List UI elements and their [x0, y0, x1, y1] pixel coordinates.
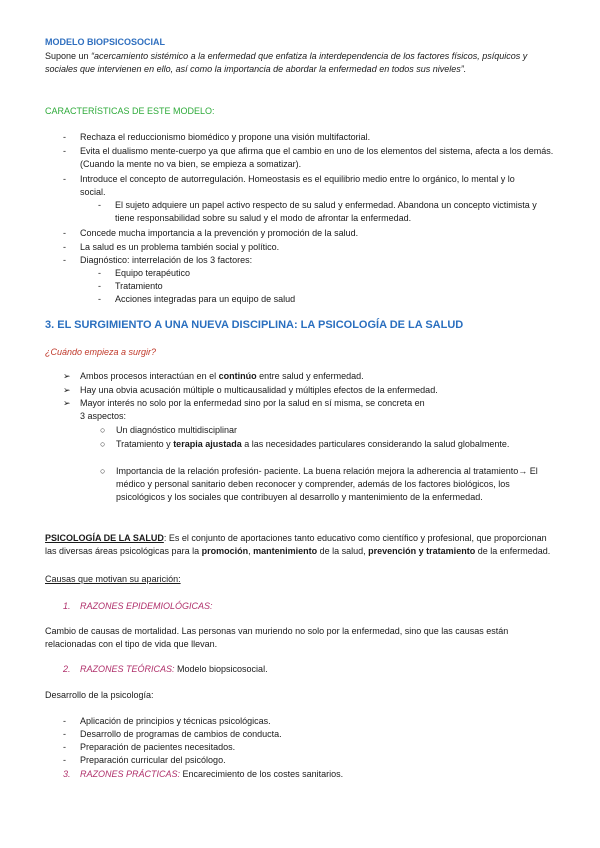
list-item: Importancia de la relación profesión- paciente. La buena relación mejora la adherencia al tratamiento→ El médico y personal sanitario deben reconocer y comprender, además de los factores biológicos, los psicológicos y los sociales que contribuyen al desarrollo y mantenimiento de la enfermedad.	[116, 466, 538, 502]
bold-term: promoción	[201, 546, 249, 556]
bullet-marker: -	[63, 228, 66, 238]
bullet-marker: -	[98, 294, 101, 304]
bullet-marker: -	[98, 268, 101, 278]
bold-term: continúo	[218, 371, 257, 381]
causes-label: Causas que motivan su aparición:	[45, 574, 181, 584]
list-item: Un diagnóstico multidisciplinar	[116, 425, 238, 435]
list-item: Hay una obvia acusación múltiple o multicausalidad y múltiples efectos de la enfermedad.	[80, 385, 438, 395]
intro-quote: “acercamiento sistémico a la enfermedad que enfatiza la interdependencia de los factores físicos, psíquicos y sociales que intervienen en ello, así como la importancia de abordar la enfermedad en todos sus niveles”.	[45, 51, 528, 74]
list-item: El sujeto adquiere un papel activo respecto de su salud y enfermedad. Abandona un concepto victimista y tiene responsabilidad sobre su salud y el modo de afrontar la enfermedad.	[115, 200, 537, 223]
list-item: Introduce el concepto de autorregulación. Homeostasis es el equilibrio medio entre lo orgánico, lo mental y lo social.	[80, 174, 515, 197]
list-item: Desarrollo de programas de cambios de conducta.	[80, 729, 282, 739]
bullet-marker: -	[98, 281, 101, 291]
reason-1-number: 1.	[63, 601, 71, 611]
list-item	[80, 370, 364, 383]
bold-term: mantenimiento	[253, 546, 318, 556]
list-item: Equipo terapéutico	[115, 268, 191, 278]
definition-term: PSICOLOGÍA DE LA SALUD	[45, 533, 164, 543]
circle-bullet-icon: ○	[100, 439, 106, 449]
development-label: Desarrollo de la psicología:	[45, 690, 154, 700]
list-item: Rechaza el reduccionismo biomédico y propone una visión multifactorial.	[80, 132, 371, 142]
intro-paragraph	[45, 50, 560, 76]
arrow-bullet-icon: ➢	[63, 371, 71, 381]
text-run: entre salud y enfermedad.	[256, 371, 364, 381]
bold-term: prevención y tratamiento	[368, 546, 476, 556]
reason-2-number: 2.	[63, 664, 71, 674]
list-item: Preparación de pacientes necesitados.	[80, 742, 236, 752]
section-title-biopsychosocial: MODELO BIOPSICOSOCIAL	[45, 37, 166, 47]
reason-3-label: RAZONES PRÁCTICAS:	[80, 769, 181, 779]
bullet-marker: -	[63, 242, 66, 252]
bullet-marker: -	[63, 742, 66, 752]
reason-3-number: 3.	[63, 769, 71, 779]
bullet-marker: -	[63, 729, 66, 739]
bullet-marker: -	[63, 255, 66, 265]
reason-2-label: RAZONES TEÓRICAS:	[80, 664, 175, 674]
characteristics-label: CARACTERÍSTICAS DE ESTE MODELO:	[45, 106, 215, 116]
bullet-marker: -	[63, 146, 66, 156]
section-heading-3: 3. EL SURGIMIENTO A UNA NUEVA DISCIPLINA: LA PSICOLOGÍA DE LA SALUD	[45, 319, 464, 331]
reason-3-line	[80, 768, 343, 781]
text-run: Tratamiento y	[116, 439, 174, 449]
arrow-bullet-icon: ➢	[63, 398, 71, 408]
intro-lead: Supone un	[45, 51, 92, 61]
text-run: a las necesidades particulares considerando la salud globalmente.	[241, 439, 510, 449]
list-item: Mayor interés no solo por la enfermedad sino por la salud en sí misma, se concreta en 3 aspectos:	[80, 398, 425, 421]
reason-2-line	[80, 663, 268, 676]
list-item: Evita el dualismo mente-cuerpo ya que afirma que el cambio en uno de los elementos del sistema, afecta a los demás. (Cuando la mente no va bien, se empieza a somatizar).	[80, 146, 554, 169]
circle-bullet-icon: ○	[100, 466, 106, 476]
circle-bullet-icon: ○	[100, 425, 106, 435]
bullet-marker: -	[98, 200, 101, 210]
reason-1-text: Cambio de causas de mortalidad. Las personas van muriendo no solo por la enfermedad, sino que las causas están relacionadas con el tipo de vida que llevan.	[45, 626, 509, 649]
text-run: de la enfermedad.	[475, 546, 551, 556]
bullet-marker: -	[63, 755, 66, 765]
list-item: Tratamiento	[115, 281, 163, 291]
list-item: Diagnóstico: interrelación de los 3 factores:	[80, 255, 253, 265]
list-item: Preparación curricular del psicólogo.	[80, 755, 226, 765]
text-run: Modelo biopsicosocial.	[174, 664, 268, 674]
definition-paragraph	[45, 532, 560, 558]
text-run: : Es el conjunto de aportaciones tanto educativo como científico y profesional, que proporcionan las diversas áreas psicológicas para la	[45, 533, 547, 556]
bullet-marker: -	[63, 174, 66, 184]
list-item	[116, 438, 516, 451]
bullet-marker: -	[63, 716, 66, 726]
bold-term: terapia ajustada	[173, 439, 242, 449]
list-item: La salud es un problema también social y político.	[80, 242, 280, 252]
text-run: de la salud,	[317, 546, 369, 556]
list-item: Aplicación de principios y técnicas psicológicas.	[80, 716, 271, 726]
arrow-bullet-icon: ➢	[63, 385, 71, 395]
list-item: Concede mucha importancia a la prevención y promoción de la salud.	[80, 228, 359, 238]
reason-1-label: RAZONES EPIDEMIOLÓGICAS:	[80, 601, 213, 611]
text-run: Encarecimiento de los costes sanitarios.	[180, 769, 344, 779]
text-run: Ambos procesos interactúan en el	[80, 371, 219, 381]
text-run: ,	[248, 546, 254, 556]
bullet-marker: -	[63, 132, 66, 142]
list-item: Acciones integradas para un equipo de salud	[115, 294, 296, 304]
section-question: ¿Cuándo empieza a surgir?	[45, 347, 157, 357]
